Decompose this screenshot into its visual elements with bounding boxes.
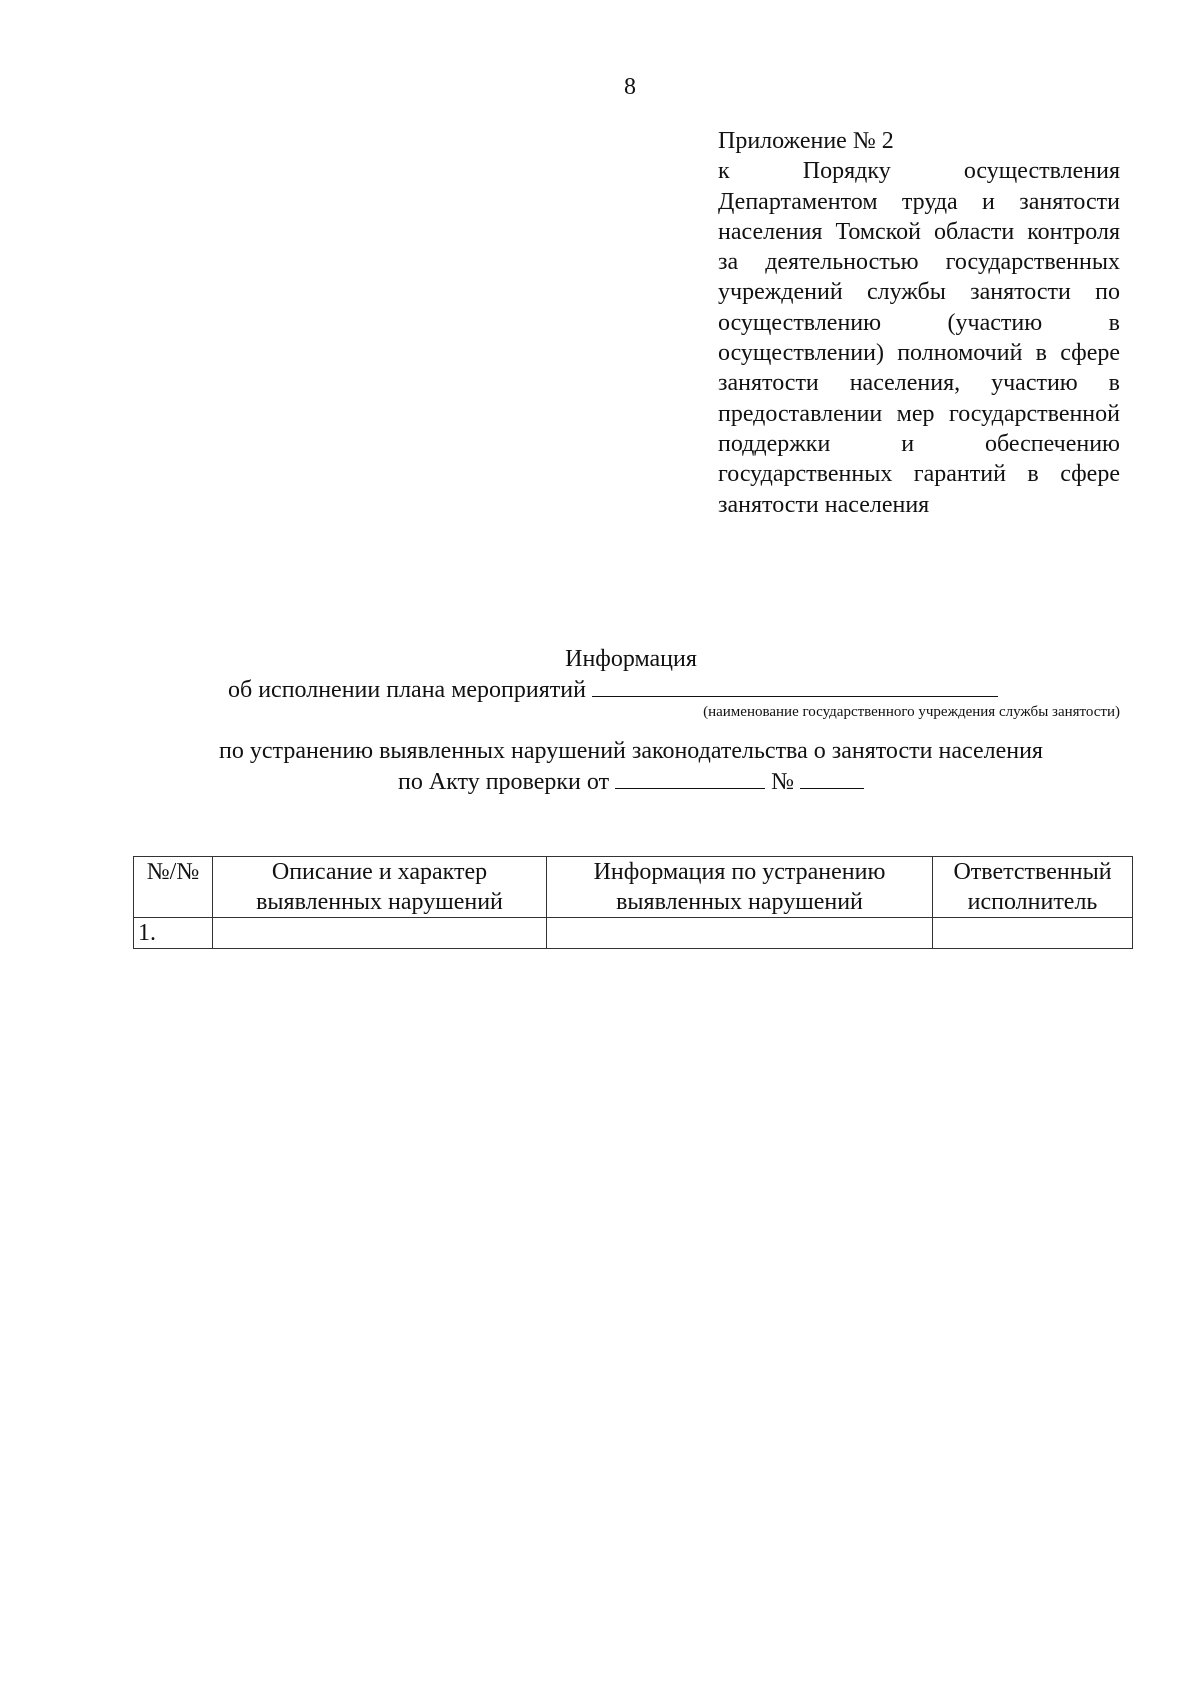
violations-table [133,856,1133,949]
act-number-blank[interactable] [800,766,864,789]
institution-hint: (наименование государственного учреждения службы занятости) [703,704,1120,720]
table-cell-number: 1. [134,918,213,949]
table-cell-description[interactable] [213,918,547,949]
column-header-remediation: Информация по устранению выявленных нарушений [547,857,933,918]
act-prefix: по Акту проверки от [398,769,610,795]
appendix-text: к Порядку осуществления Департаментом труда и занятости населения Томской области контроля за деятельностью государственных учреждений службы занятости по осуществлению (участию в осуществлении) полномочий в сфере занятости населения, участию в предоставлении мер государственной поддержки и обеспечению государственных гарантий в сфере занятости населения [718,158,1120,518]
act-date-blank[interactable] [615,766,765,789]
plan-line [228,674,998,705]
number-sign: № [771,769,794,795]
act-line [0,766,1200,797]
column-header-number: №/№ [134,857,213,918]
institution-name-blank[interactable] [592,674,998,697]
form-title: Информация [565,646,697,672]
table-cell-remediation[interactable] [547,918,933,949]
column-header-description: Описание и характер выявленных нарушений [213,857,547,918]
table-header-row [134,857,1133,918]
plan-line-label: об исполнении плана мероприятий [228,677,586,703]
table-row [134,918,1133,949]
appendix-title: Приложение № 2 [718,128,894,154]
table-cell-responsible[interactable] [933,918,1133,949]
page-number: 8 [624,74,636,100]
appendix-block [718,126,1120,520]
form-subtitle: по устранению выявленных нарушений законодательства о занятости населения [219,738,1043,764]
column-header-responsible: Ответственный исполнитель [933,857,1133,918]
